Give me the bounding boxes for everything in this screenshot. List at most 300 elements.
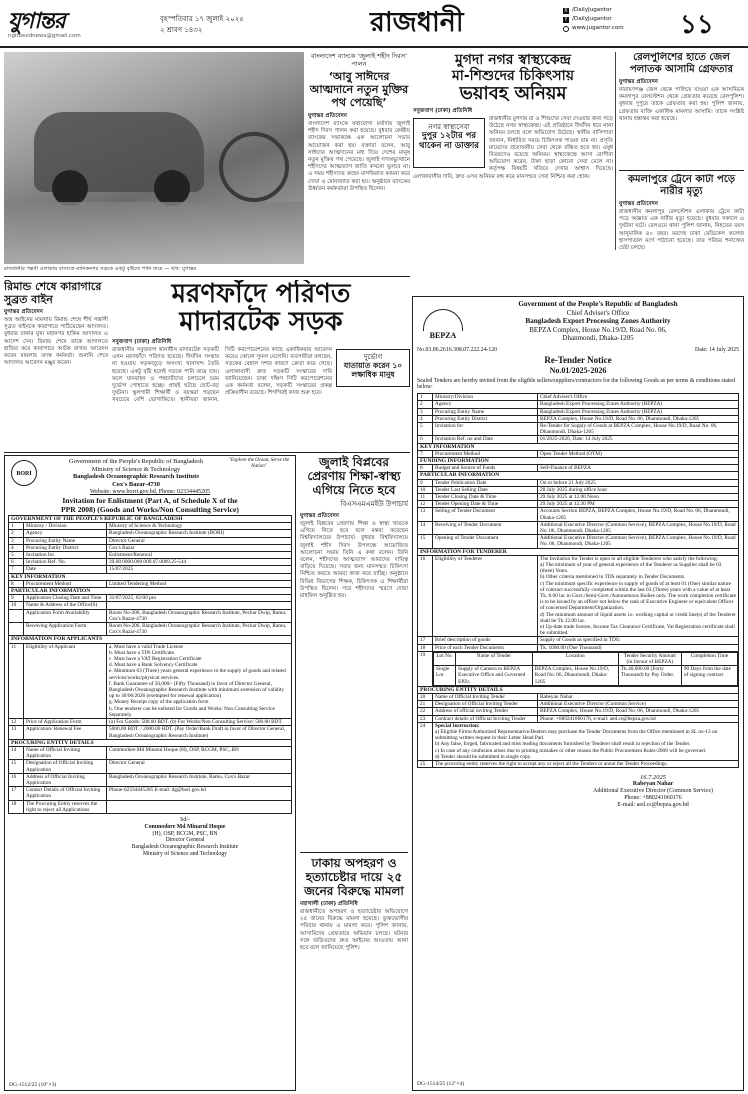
row-label: Receiving Application Form (24, 623, 107, 636)
social-icons (563, 6, 658, 33)
org: Bangladesh Export Processing Zones Authority (525, 317, 671, 325)
x-icon: X (564, 7, 568, 14)
news-july (300, 455, 408, 850)
row-value: 01/2025-2026, Date: 14 July 2025 (538, 436, 739, 443)
table-row (9, 760, 292, 773)
row-value: Room No-206, Bangladesh Oceanographic Research Institute, Pechar Dwip, Ramu, Cox's Bazar-4730 (107, 609, 292, 622)
row-label: Contact Details of Official Inviting Application (24, 787, 107, 800)
row-value: 31/07/2025, 02:00 pm (107, 595, 292, 602)
row-no: 17 (9, 787, 24, 800)
address-2: Dhanmondi, Dhaka-1205 (562, 334, 634, 342)
news-dhaka-case (300, 856, 408, 1091)
wheel (154, 170, 190, 206)
row-value: 5000.00 BDT. / 2000.00 BDT. (Pay Order/Bank Draft in favor of Director General, Bangladesh Oceanographic Research Institute) (107, 726, 292, 739)
gov: Government of the People's Republic of Bangladesh (518, 300, 678, 308)
row-no: 2 (9, 530, 24, 537)
lot-table (433, 652, 738, 686)
table-row (418, 479, 739, 486)
table-row (418, 694, 739, 701)
divider (4, 276, 410, 277)
body: রাজধানীর মুগদায় মা ও শিশুদের সেবা দেওয়ার জন্য গড়ে উঠেছে নগর স্বাস্থ্যকেন্দ্র। এই প্রতিষ্ঠানে দীর্ঘদিন ধরে নানা অনিয়ম চলছে বলে অভিযোগ উঠেছে। স্থানীয় বাসিন্দারা জানান, নির্ধারিত সময়ে চিকিৎসক পাওয়া যায় না। প্রসূতি মায়েদের প্রয়োজনীয় সেবা থেকে বঞ্চিত হতে হয়। ওষুধ বিতরণেও রয়েছে অনিয়ম। স্বাস্থ্যকেন্দ্রে আসা রোগীরা অভিযোগ করেন, টাকা ছাড়া কোনো সেবা মেলে না। কর্তৃপক্ষ বিষয়টি খতিয়ে দেখার আশ্বাস দিয়েছে। এলাকাবাসীর দাবি, দ্রুত এসব অনিয়ম বন্ধ করে মানসম্মত সেবা নিশ্চিত করা হোক। (413, 116, 613, 180)
body: রাজধানীর সবুজবাগ থানাধীন মাদারটেক সড়কটি এখন মরণফাঁদে পরিণত হয়েছে। দীর্ঘদিন সংস্কার না হওয়ায় সড়কজুড়ে অসংখ্য খানাখন্দ তৈরি হয়েছে। একটু বৃষ্টি হলেই সড়কে পানি জমে যায়। ফলে যানবাহন ও পথচারীদের চলাচলে চরম দুর্ভোগ পোহাতে হচ্ছে। প্রায়ই ঘটছে ছোট-বড় দুর্ঘটনা। স্কুলগামী শিক্ষার্থী ও বয়স্করা পড়ছেন সবচেয়ে বেশি ভোগান্তিতে। স্থানীয়রা জানান, সিটি করপোরেশনের কাছে একাধিকবার আবেদন করেও কোনো সুফল মেলেনি। ব্যবসায়ীরা বলছেন, সড়কের বেহাল দশার কারণে ক্রেতা কমে গেছে। এলাকাবাসী দ্রুত সড়কটি সংস্কারের দাবি জানিয়েছেন। ঢাকা দক্ষিণ সিটি করপোরেশনের এক কর্মকর্তা বলেন, সড়কটি সংস্কারের প্রকল্প প্রক্রিয়াধীন রয়েছে। শিগগিরই কাজ শুরু হবে। (112, 347, 332, 404)
row-no: 16 (9, 773, 24, 786)
key-info: KEY INFORMATION (9, 573, 292, 580)
procuring-info: PROCURING ENTITY DETAILS (9, 739, 292, 746)
row-value: On or before 21 July 2025 (538, 479, 739, 486)
kicker: বাংলাদেশ ব্যাংকে ‘জুলাই শহীদ দিবস’ পালন (310, 52, 408, 68)
list-item: b) Any false, forged, fabricated and miss leading documents furnished by Tenderer shall result in rejection of the Tender. (435, 741, 691, 748)
sig-6: Ministry of Science and Technology (142, 850, 228, 857)
row-no: 7 (418, 450, 433, 457)
row-label: Application Form Availability (24, 609, 107, 622)
title-1: Re-Tender Notice (544, 354, 612, 365)
table-row (418, 644, 739, 651)
title-2: No.01/2025-2026 (549, 365, 607, 375)
table-row (9, 530, 292, 537)
rickshaw-shape (219, 132, 289, 202)
row-no: 23 (418, 715, 433, 722)
table-row (418, 501, 739, 508)
list-item: a) Eligible Firms/Authorized Representative/Dealers may purchase the Tender Documents from the Office mentioned in SL no-13 on submitting written request in their Letter Head Pad. (435, 729, 718, 742)
bepza-logo (421, 309, 465, 345)
row-value: BEPZA Complex, House No.19/D, Road No. 06, Dhanmondi, Dhaka-1205 (538, 708, 739, 715)
row-no: 1 (418, 394, 433, 401)
headline[interactable]: ‘আবু সাঈদের আত্মদানে নতুন মুক্তির পথ পেয়েছি’ (309, 70, 409, 109)
bepza-ad (412, 296, 744, 1091)
news-kamalapur (619, 174, 744, 252)
row-label: The Procuring Entity reserves the right to reject all Applications (24, 800, 107, 813)
row-no: 8 (418, 465, 433, 472)
row-label: Tender Closing Date & Time (433, 493, 538, 500)
sig-5: Bangladesh Oceanographic Research Institute (131, 844, 239, 851)
table-row (418, 708, 739, 715)
row-value: 15/07/2025 (107, 566, 292, 573)
masthead-date-2: ২ শ্রাবণ ১৪৩২ (160, 26, 203, 34)
lot-header: Tender Security Amount (in favour of BEPZA) (618, 652, 681, 665)
sig-3: (H), OSP, BCGM, PSC, BN (152, 830, 218, 837)
lot-header: Name of Tender (456, 652, 533, 665)
lot-header: Location (532, 652, 618, 665)
headline[interactable]: কমলাপুরে ট্রেনে কাটা পড়ে নারীর মৃত্যু (628, 174, 735, 197)
row-label: Procuring Entity Name (24, 537, 107, 544)
row-label: Application Closing Date and Time (24, 595, 107, 602)
list-item: d) Tender should be submitted in single copy. (435, 753, 532, 760)
row-label: Eligibility of Applicant (24, 643, 107, 718)
table-row (9, 726, 292, 739)
row-label: Opening of Tender Document (433, 535, 538, 548)
table-header: GOVERNMENT OF THE PEOPLE'S REPUBLIC OF BANGLADESH (9, 516, 292, 523)
facebook-icon: f (563, 17, 569, 23)
lot-header: Completion Time (681, 652, 737, 665)
news-railway (619, 52, 744, 167)
table-row (418, 436, 739, 443)
row-value: 29 July 2025 at 12.00 Noon (538, 493, 739, 500)
news-bangladesh-bank (308, 52, 410, 262)
paper-logo: যুগান্তর (8, 9, 65, 34)
headline-2[interactable]: মাদারটেক সড়ক (179, 307, 343, 337)
list-item: d) The minimum amount of liquid assets i.e. working capital or credit line(s) of the Tenderer shall be Tk.12.00 lac. (540, 611, 736, 624)
column-rule (615, 52, 616, 250)
row-no: 20 (418, 694, 433, 701)
list-item: c) The minimum specific experience in supply of goods of at least 01 (One) similar nature of contract successfully completed within the last 03 (Three) years with a value of at least Tk. 8.00 lac in Govt./Semi-Govt./Autonomous Bodies only. The work completion certificate is to be issued by an officer not below the rank of Executive Engineer or equivalent Officer of concerned Department/Organization. (540, 580, 736, 612)
box-title: নগর স্বাস্থ্যসেবা (428, 123, 470, 131)
row-no (9, 609, 24, 622)
social-1[interactable]: /DailyJugantor (572, 7, 612, 13)
procuring-info: PROCURING ENTITY DETAILS (418, 686, 739, 693)
table-row (9, 719, 292, 726)
row-label: Procuring Entity District (24, 544, 107, 551)
globe-icon (563, 26, 569, 32)
headline-3[interactable]: ভয়াবহ অনিয়ম (459, 83, 567, 104)
row-label: Agency (24, 530, 107, 537)
row-no: 11 (9, 643, 24, 718)
table-row (9, 773, 292, 786)
row-no: 4 (418, 415, 433, 422)
box-text: দুপুর ১২টার পর থাকেন না ডাক্তার (419, 131, 479, 151)
row-no: 6 (9, 559, 24, 566)
row-value: Bangladesh Export Processing Zones Authority (BEPZA) (538, 408, 739, 415)
sig-4: E-mail: aed.cs@bepza.gov.bd (617, 802, 689, 809)
row-value: 39.08.0000.000.009.07.0009.25-544 (107, 559, 292, 566)
lot-cell: Single Lot (434, 666, 456, 686)
row-no: 3 (418, 408, 433, 415)
byline: যুগান্তর প্রতিবেদন (300, 513, 340, 519)
body: জুলাই বিপ্লবের প্রেরণায় শিক্ষা ও স্বাস্থ্য খাতকে এগিয়ে নিতে হবে বলে মন্তব্য করেছেন বিশ্ববিদ্যালয়ের উপাচার্য। বুধবার বিশ্ববিদ্যালয়ে জুলাই শহীদ দিবস উপলক্ষে আয়োজিত আলোচনা সভায় তিনি এ কথা বলেন। তিনি বলেন, শহীদদের আত্মত্যাগ আমাদের দায়িত্ব বাড়িয়ে দিয়েছে। সবার জন্য মানসম্মত চিকিৎসা নিশ্চিত করতে আমরা কাজ করে যাচ্ছি। অনুষ্ঠানে বিভিন্ন বিভাগের শিক্ষক, চিকিৎসক ও শিক্ষার্থীরা উপস্থিত ছিলেন। পরে শহীদদের স্মরণে দোয়া মাহফিল অনুষ্ঠিত হয়। (300, 521, 408, 600)
row-label: Eligibility of Tenderer (433, 555, 538, 637)
table-row (418, 521, 739, 534)
byline: যুগান্তর প্রতিবেদন (4, 309, 44, 315)
wheel (52, 170, 88, 206)
row-no: 21 (418, 701, 433, 708)
lot-cell: Tk.40,000.00 (Forty Thousand) by Pay Order. (618, 666, 681, 686)
list-item: The Invitation for Tender is open to all eligible Tenderers who satisfy the following: (540, 555, 719, 562)
gov: Government of the People's Republic of Bangladesh (69, 458, 203, 465)
table-row (9, 787, 292, 800)
sig-2: Additional Executive Director (Common Service) (593, 788, 713, 795)
row-label: Price of each Tender Documents (433, 644, 538, 651)
table-row (418, 486, 739, 493)
row-label: Procuring Entity District (433, 415, 538, 422)
eligibility-list (538, 555, 739, 637)
tenderer-info: INFORMATION FOR TENDERER (418, 548, 739, 555)
row-no: 22 (418, 708, 433, 715)
highlight-box (413, 118, 485, 168)
divider (619, 170, 744, 171)
list-item: e. Minimum 03 (Three) years general experience in the supply of goods and related services/works/physical services. (109, 668, 286, 681)
special-instruction (433, 722, 739, 760)
section-title: রাজধানী (370, 7, 464, 38)
table-row (9, 580, 292, 587)
row-no: 10 (418, 486, 433, 493)
row-value: Additional Executive Director (Common Service) (538, 701, 739, 708)
byline: যুগান্তর প্রতিবেদন (619, 79, 659, 85)
row-no: 5 (418, 422, 433, 435)
row-value: BEPZA Complex, House No.19/D, Road No. 06, Dhanmondi, Dhaka-1205 (538, 415, 739, 422)
row-label: Address of official inviting Tender (433, 708, 538, 715)
ad-code: DG-1512/25 (10"×3) (9, 1082, 57, 1088)
particular-info: PARTICULAR INFORMATION (418, 472, 739, 479)
row-value: Accounts Section BEPZA, BEPZA Complex, House No.19/D, Road No. 06, Dhanmondi, Dhaka-1205 (538, 508, 739, 521)
title-1: Invitation for Enlistment (Part A, of Schedule X of the (62, 496, 238, 505)
body: বাংলাদেশ ব্যাংকে যথাযোগ্য মর্যাদায় জুলাই শহীদ দিবস পালন করা হয়েছে। বুধবার কেন্দ্রীয় ব্যাংকের সভাকক্ষে এক আলোচনা সভার আয়োজন করা হয়। বক্তারা বলেন, আবু সাঈদের আত্মদানের মধ্য দিয়ে দেশের মানুষ নতুন মুক্তির পথ পেয়েছে। জুলাই গণঅভ্যুত্থানে শহীদদের আত্মত্যাগ জাতি কখনো ভুলবে না। এ সময় শহীদদের রুহের মাগফিরাত কামনা করে দোয়া ও মোনাজাত করা হয়। অনুষ্ঠানে ব্যাংকের ঊর্ধ্বতন কর্মকর্তারা উপস্থিত ছিলেন। (308, 121, 410, 192)
row-no: 18 (418, 644, 433, 651)
eligibility-list (107, 643, 292, 718)
row-value: Bangladesh Oceanographic Research Institute, Ramu, Cox's Bazar (107, 773, 292, 786)
table-row (418, 637, 739, 644)
row-no: 14 (9, 746, 24, 759)
table-row (418, 401, 739, 408)
bori-logo: BORI (11, 460, 37, 486)
row-value: Bangladesh Oceanographic Research Institute (BORI) (107, 530, 292, 537)
row-label: Name & Address of the Office(S) (24, 602, 107, 609)
row-label: Price of Application Form (24, 719, 107, 726)
row-no: 19 (418, 651, 433, 686)
row-no: 24 (418, 722, 433, 760)
row-no: 10 (9, 602, 24, 609)
row-value: (a) For Goods: 500.00 BDT. (b) For Works/Non Consulting Service: 500.00 BDT. (107, 719, 292, 726)
particular-info: PARTICULAR INFORMATION (9, 588, 292, 595)
social-2[interactable]: /DailyJugantor (572, 16, 612, 22)
lot-header: Lot No. (434, 652, 456, 665)
list-item: d. Must have a Bank Solvency Certificate (109, 662, 198, 669)
applicants-info: INFORMATION FOR APPLICANTS (9, 636, 292, 643)
lot-cell: BEPZA Complex, House No.19/D, Road No. 06, Dhanmondi, Dhaka-1205 (532, 666, 618, 686)
list-item: a) The minimum of year of general experience of the Tenderer as Supplier shall be 03 (three) Years. (540, 561, 722, 575)
row-no: 13 (9, 726, 24, 739)
ad-code: DG-1514/25 (12"×4) (417, 1081, 465, 1087)
row-no: 2 (418, 401, 433, 408)
funding-info: FUNDING INFORMATION (418, 457, 739, 464)
table-row (9, 595, 292, 602)
body: রাজধানীতে অপহরণ ও হত্যাচেষ্টার অভিযোগে ২৫ জনের বিরুদ্ধে মামলা হয়েছে। ভুক্তভোগীর পরিবার থানায় এ মামলা করে। পুলিশ জানায়, আসামিদের গ্রেফতারে অভিযান চলছে। ঘটনার সঙ্গে জড়িতদের দ্রুত আইনের আওতায় আনা হবে বলে জানিয়েছে পুলিশ। (300, 909, 408, 952)
masthead (0, 0, 748, 50)
sig-2: Commodore Md Minarul Hoque (144, 823, 226, 830)
row-label: Name of Official Inviting Tender (433, 694, 538, 701)
title-2: PPR 2008) (Goods and Works/Non Consulting Service) (61, 505, 239, 514)
bepza-table (417, 393, 739, 768)
headline[interactable]: জুলাই বিপ্লবের প্রেরণায় শিক্ষা-স্বাস্থ্য এগিয়ে নিতে হবে (307, 455, 401, 497)
byline: সবুজবাগ (ঢাকা) প্রতিনিধি (112, 339, 172, 345)
row-value: Cox's Bazar (107, 544, 292, 551)
row-value: Commodore Md Minarul Hoque (H), OSP, BCGM, PSC, BN (107, 746, 292, 759)
bori-table (8, 515, 292, 814)
row-no (9, 623, 24, 636)
byline: যুগান্তর প্রতিবেদন (308, 113, 348, 119)
table-row (9, 544, 292, 551)
table-row (418, 701, 739, 708)
row-value: 28 July 2025 during office hour (538, 486, 739, 493)
row-label: Brief description of goods (433, 637, 538, 644)
body: নারায়ণগঞ্জ জেল থেকে পালিয়ে যাওয়া এক আসামিকে কমলাপুর রেলস্টেশন থেকে গ্রেফতার করেছে রেলপুলিশ। বুধবার দুপুরে তাকে গ্রেফতার করা হয়। পুলিশ জানায়, গ্রেফতার ব্যক্তি একাধিক মামলার আসামি। তাকে সংশ্লিষ্ট থানায় হস্তান্তর করা হয়েছে। (619, 87, 744, 122)
divider (300, 852, 408, 853)
row-label: Receiving of Tender Document (433, 521, 538, 534)
row-value: Phone-02334445205 E-mail: dg@bori.gov.bd (107, 787, 292, 800)
website: Website: www.borri.gov.bd, Phone: 02334445205 (90, 489, 210, 495)
row-label: Designation of Official Inviting Tender (433, 701, 538, 708)
address: Cox's Bazar-4730 (112, 480, 160, 488)
row-label: Procurement Method (24, 580, 107, 587)
list-item: e) Up-date trade license, Income Tax Clearance Certificate, Vat Registration certificate shall be submitted. (540, 624, 735, 637)
water-surface (4, 202, 304, 264)
headline-1[interactable]: মুগদা নগর স্বাস্থ্যকেন্দ্র (455, 52, 571, 68)
table-row (418, 535, 739, 548)
sig-1: Sd/- (180, 816, 190, 823)
sig-1: Rabeyan Nahar (632, 781, 674, 788)
headline-1[interactable]: মরণফাঁদে পরিণত (171, 280, 351, 309)
key-info: KEY INFORMATION (418, 443, 739, 450)
table-row (9, 566, 292, 573)
row-no: 6 (418, 436, 433, 443)
headline[interactable]: রিমান্ড শেষে কারাগারে সুব্রত বাইন (4, 280, 102, 306)
table-row (418, 508, 739, 521)
table-row (418, 493, 739, 500)
headline[interactable]: রেলপুলিশের হাতে জেল পলাতক আসামি গ্রেফতার (630, 52, 733, 75)
table-row (9, 552, 292, 559)
row-label: Procurement Method (433, 450, 538, 457)
body: অস্ত্র আইনের মামলায় রিমান্ড শেষে শীর্ষ সন্ত্রাসী সুব্রত বাইনকে কারাগারে পাঠিয়েছেন আদালত। বুধবার ঢাকার মুখ্য মহানগর হাকিম আদালত এ আদেশ দেন। রিমান্ড শেষে তাকে আদালতে হাজির করে কারাগারে আটক রাখার আবেদন করেন মামলার তদন্ত কর্মকর্তা। শুনানি শেষে আদালত আবেদন মঞ্জুর করেন। (4, 317, 108, 367)
row-value: Director General (107, 760, 292, 773)
table-row (9, 746, 292, 759)
sign-date: 16.7.2025 (640, 774, 666, 782)
row-no: 15 (418, 535, 433, 548)
row-value: Supply of Goods as specified in TDS; (538, 637, 739, 644)
street-photo (4, 52, 304, 264)
list-item: c) In case of any confusion arises due to printing mistakes or other reason the Public Procurement Rules-2008 will be governed. (435, 747, 707, 754)
row-label: Tender Opening Date & Time (433, 501, 538, 508)
row-value: Re-Tender for Supply of Goods at BEPZA Complex, House No.19/D, Road No. 06, Dhanmondi, Dhaka-1205 (538, 422, 739, 435)
masthead-email: ngitbexdnews@gmail.com (8, 33, 81, 39)
row-label: Designation of Official Inviting Application (24, 760, 107, 773)
table-row (9, 800, 292, 813)
slogan: "Explore the Ocean, Serve the Nation" (228, 458, 290, 469)
row-label: Invitation Ref. No. (24, 559, 107, 566)
row-value: Tk. 1000.00 (One Thousand) (538, 644, 739, 651)
table-row (418, 415, 739, 422)
row-no: 1 (9, 523, 24, 530)
row-no: 5 (9, 552, 24, 559)
row-no: 15 (9, 760, 24, 773)
bori-ad (4, 455, 296, 1091)
table-row (418, 394, 739, 401)
news-remand (4, 280, 108, 450)
row-no: 12 (418, 501, 433, 508)
row-no: 14 (418, 521, 433, 534)
row-label: Budget and Source of Funds (433, 465, 538, 472)
list-item: f. Bank Guarantee of 50,000/- (Fifty Thousand) in favor of Director General, Bangladesh Oceanographic Research Institute with minimum extension of validity up to 30/06/2026 (exempted for renewal application) (109, 680, 285, 700)
headline[interactable]: ঢাকায় অপহরণ ও হত্যাচেষ্টার দায়ে ২৫ জনের বিরুদ্ধে মামলা (304, 856, 404, 898)
table-row (9, 623, 292, 636)
table-row (418, 450, 739, 457)
row-label: Invitation Ref. no and Date (433, 436, 538, 443)
row-label: Application/ Renewal Fee (24, 726, 107, 739)
list-item: a. Must have a valid Trade License (109, 643, 183, 650)
row-label: Date (24, 566, 107, 573)
row-value (107, 800, 292, 813)
page-number: ১১ (680, 10, 714, 40)
row-label: Ministry/Division (433, 394, 538, 401)
lot-cell: 90 Days from the date of signing contract (681, 666, 737, 686)
row-label: Address of Official Inviting Application (24, 773, 107, 786)
row-no: 9 (9, 595, 24, 602)
ministry: Ministry of Science & Technology (91, 465, 181, 473)
divider (4, 452, 410, 453)
table-row (418, 465, 739, 472)
org: Bangladesh Oceanographic Research Institute (72, 473, 200, 480)
masthead-rule (0, 46, 748, 48)
special-label: Special Instruction: (435, 722, 480, 729)
row-no: 13 (418, 508, 433, 521)
website-link[interactable]: www.jugantor.com (572, 25, 624, 31)
list-item: b. Must have a TIN Certificate (109, 649, 174, 656)
highlight-box (336, 349, 410, 387)
row-no: 18 (9, 800, 24, 813)
row-label: Procuring Entity Name (433, 408, 538, 415)
row-label: Selling of Tender Document (433, 508, 538, 521)
row-label: Invitation for (433, 422, 538, 435)
row-value (107, 602, 292, 609)
row-no: 17 (418, 637, 433, 644)
row-value: Open Tender Method (OTM) (538, 450, 739, 457)
list-item: g. Money Receipt copy of the application form (109, 699, 209, 706)
row-value: Ministry of Science & Technology (107, 523, 292, 530)
row-no: 9 (418, 479, 433, 486)
byline: সবুজবাগ (ঢাকা) প্রতিনিধি (413, 108, 473, 114)
headline-2[interactable]: মা-শিশুদের চিকিৎসায় (452, 68, 574, 84)
body: রাজধানীর কমলাপুর রেলস্টেশন এলাকায় ট্রেনে কাটা পড়ে অজ্ঞাত এক নারীর মৃত্যু হয়েছে। বুধবার সকালে এ দুর্ঘটনা ঘটে। রেলওয়ে থানা পুলিশ জানায়, নিহতের বয়স আনুমানিক ৪০ বছর। মরদেহ ঢাকা মেডিকেল কলেজ হাসপাতাল মর্গে পাঠানো হয়েছে। তার পরিচয় শনাক্তের চেষ্টা চলছে। (619, 209, 744, 252)
row-no: 25 (418, 761, 433, 768)
box-title: দুর্ভোগ (363, 353, 383, 361)
table-row (9, 602, 292, 609)
address-1: BEPZA Complex, House No.19/D, Road No. 06, (529, 325, 667, 334)
row-no: 16 (418, 555, 433, 637)
byline: যুগান্তর প্রতিবেদন (619, 201, 659, 207)
table-row (9, 523, 292, 530)
row-value: Additional Executive Director (Common Service), BEPZA Complex, House No.19/D, Road No. 06, Dhanmondi, Dhaka-1205 (538, 535, 739, 548)
office: Chief Adviser's Office (566, 308, 630, 317)
list-item: b) Other criteria mentioned in TDS separately in Tender Documents. (540, 574, 686, 581)
row-label: Agency (433, 401, 538, 408)
list-item: h. One tenderer can be enlisted for Goods and Works/ Non Consulting Service Separately. (109, 705, 275, 718)
news-madartek (112, 280, 410, 450)
table-row (418, 715, 739, 722)
row-value: 29 July 2025 at 12.30 PM (538, 501, 739, 508)
row-label: Name of Official Inviting Application (24, 746, 107, 759)
table-row (418, 422, 739, 435)
sig-3: Phone: +880241060176 (624, 795, 682, 802)
row-no: 11 (418, 493, 433, 500)
row-value: Room No-206, Bangladesh Oceanographic Research Institute, Pechar Dwip, Ramu, Cox's Bazar-4730 (107, 623, 292, 636)
row-value: Self-Finance of BEPZA (538, 465, 739, 472)
final-clause: The procuring entity reserves the right to accept any or reject all the Tenders or annul the Tender Proceedings. (433, 761, 739, 768)
row-label: Tender Publication Date (433, 479, 538, 486)
news-mugda (413, 52, 613, 292)
table-row (9, 537, 292, 544)
lot-cell: Supply of Camera to BEPZA Executive Office and Governed EPZs (456, 666, 533, 686)
row-value: Additional Executive Director (Common Service), BEPZA Complex, House No.19/D, Road No. 06, Dhanmondi, Dhaka-1205 (538, 521, 739, 534)
row-no: 8 (9, 580, 24, 587)
row-label: Ministry / Division (24, 523, 107, 530)
row-label: Invitation for (24, 552, 107, 559)
ref-no: No.03.06.2616.308.07.222.24-120 (417, 346, 498, 353)
row-label: Tender Last Selling Date (433, 486, 538, 493)
row-no: 4 (9, 544, 24, 551)
sub: বিএসএমএমইউ উপাচার্য (340, 500, 408, 508)
bepza-logo-text: BEPZA (429, 331, 457, 340)
intro: Sealed Tenders are hereby invited from the eligible sellers/suppliers/contractors for the following Goods as per terms & conditions stated below: (417, 377, 735, 391)
box-text: যাতায়াত করেন ১০ লক্ষাধিক মানুষ (343, 361, 403, 379)
row-value: Chief Adviser's Office (538, 394, 739, 401)
row-value: Director General (107, 537, 292, 544)
